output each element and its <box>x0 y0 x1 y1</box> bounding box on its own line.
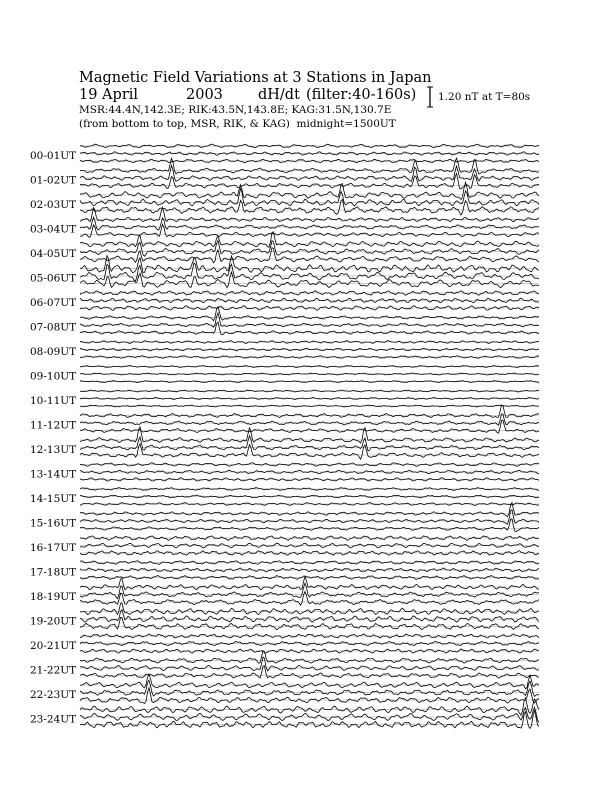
trace-msr <box>80 666 539 678</box>
row-label: 23-24UT <box>30 713 77 726</box>
hour-row <box>30 698 539 729</box>
date-year: 2003 <box>186 87 223 103</box>
row-label: 19-20UT <box>30 615 77 628</box>
trace-kag <box>80 651 539 663</box>
hour-row <box>30 674 539 704</box>
chart-title: Magnetic Field Variations at 3 Stations in Japan <box>79 70 432 86</box>
row-label: 13-14UT <box>30 468 77 481</box>
row-label: 11-12UT <box>30 419 77 432</box>
trace-kag <box>80 182 539 199</box>
row-label: 10-11UT <box>30 395 77 407</box>
trace-msr <box>80 405 539 407</box>
trace-msr <box>80 710 539 728</box>
row-label: 09-10UT <box>30 370 77 383</box>
row-label: 06-07UT <box>30 297 77 309</box>
midnight-note: midnight=1500UT <box>296 118 396 130</box>
trace-rik <box>80 583 539 599</box>
trace-msr <box>80 200 539 216</box>
row-label: 12-13UT <box>30 444 77 456</box>
trace-msr <box>80 248 539 263</box>
hour-row <box>30 536 539 556</box>
trace-kag <box>80 427 539 443</box>
row-label: 07-08UT <box>30 321 77 334</box>
row-label: 16-17UT <box>30 542 77 554</box>
hour-row <box>30 576 539 605</box>
trace-msr <box>80 688 539 704</box>
trace-kag <box>80 603 539 615</box>
trace-rik <box>80 436 539 451</box>
row-label: 20-21UT <box>30 640 77 652</box>
trace-rik <box>80 166 539 182</box>
row-label: 21-22UT <box>30 664 77 677</box>
hour-row <box>30 503 539 532</box>
trace-kag <box>80 232 539 248</box>
hour-row <box>30 291 539 311</box>
row-label: 00-01UT <box>30 150 77 162</box>
hour-row <box>30 603 539 630</box>
date-day: 19 April <box>79 87 139 103</box>
trace-kag <box>80 503 539 517</box>
hour-row <box>30 341 539 359</box>
row-label: 17-18UT <box>30 566 77 579</box>
order-note-text: (from bottom to top, MSR, RIK, & KAG) <box>79 118 290 130</box>
row-label: 05-06UT <box>30 272 77 285</box>
hour-row <box>30 390 539 407</box>
trace-msr <box>80 174 539 190</box>
row-label: 02-03UT <box>30 199 77 211</box>
row-label: 08-09UT <box>30 346 77 358</box>
hour-rows <box>30 144 539 728</box>
trace-kag <box>80 207 539 221</box>
stations-line: MSR:44.4N,142.3E; RIK:43.5N,143.8E; KAG:31.5N,130.7E <box>79 104 392 116</box>
trace-msr <box>80 272 539 288</box>
row-label: 01-02UT <box>30 174 77 187</box>
hour-row <box>30 488 539 506</box>
trace-rik <box>80 263 539 281</box>
hour-row <box>30 307 539 335</box>
row-label: 18-19UT <box>30 591 77 603</box>
hour-row <box>30 463 539 481</box>
row-label: 22-23UT <box>30 689 77 701</box>
hour-row <box>30 651 539 678</box>
row-label: 03-04UT <box>30 223 77 236</box>
filter-label: (filter:40-160s) <box>306 87 417 103</box>
hour-row <box>30 634 539 653</box>
trace-kag <box>80 674 539 689</box>
row-label: 04-05UT <box>30 248 77 260</box>
row-label: 14-15UT <box>30 493 77 505</box>
row-label: 15-16UT <box>30 517 77 530</box>
hour-row <box>30 561 539 580</box>
hour-row <box>30 158 539 189</box>
hour-row <box>30 144 539 163</box>
scale-bar-label: 1.20 nT at T=80s <box>438 91 531 103</box>
trace-rik <box>80 510 539 524</box>
hour-row <box>30 366 539 383</box>
hour-row <box>30 405 539 433</box>
quantity-label: dH/dt <box>258 87 300 103</box>
